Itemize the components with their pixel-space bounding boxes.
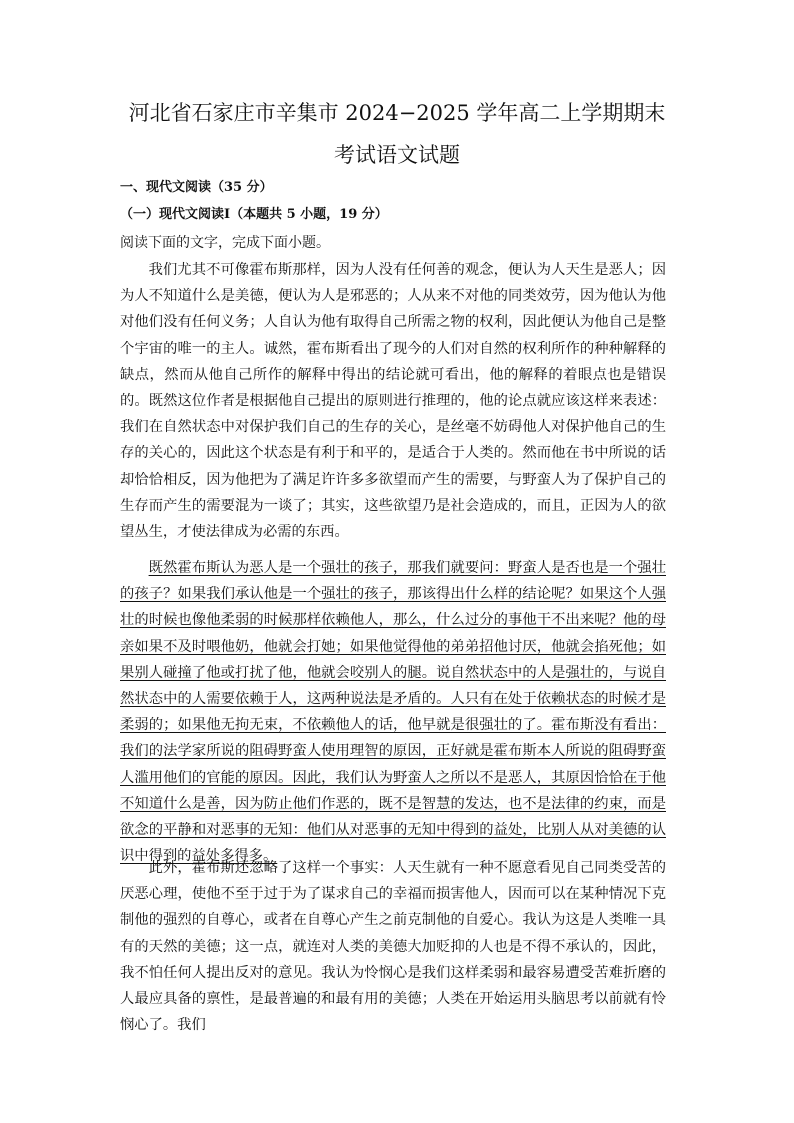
paragraph-1: 我们尤其不可像霍布斯那样，因为人没有任何善的观念，便认为人天生是恶人；因为人不知道什么是美德，便认为人是邪恶的；人从来不对他的同类效劳，因为他认为他对他们没有任何义务；人自认为他有取得自己所需之物的权利，因此便认为他自己是整个宇宙的唯一的主人。诚然，霍布斯看出了现今的人们对自然的权利所作的种种解释的缺点，然而从他自己所作的解释中得出的结论就可看出，他的解释的着眼点也是错误的。既然这位作者是根据他自己提出的原则进行推理的，他的论点就应该这样来表述：我们在自然状态中对保护我们自己的生存的关心，是丝毫不妨碍他人对保护他自己的生存的关心的，因此这个状态是有利于和平的，是适合于人类的。然而他在书中所说的话却恰恰相反，因为他把为了满足许许多多欲望而产生的需要，与野蛮人为了保护自己的生存而产生的需要混为一谈了；其实，这些欲望乃是社会造成的，而且，正因为人的欲望丛生，才使法律成为必需的东西。 xyxy=(120,262,666,541)
subsection-heading: （一）现代文阅读Ⅰ（本题共 5 小题，19 分） xyxy=(120,207,388,222)
reading-instruction: 阅读下面的文字，完成下面小题。 xyxy=(120,235,330,251)
section-heading: 一、现代文阅读（35 分） xyxy=(120,180,273,195)
document-title-line-1: 河北省石家庄市辛集市 2024−2025 学年高二上学期期末 xyxy=(128,101,666,125)
document-title-line-2: 考试语文试题 xyxy=(334,143,460,167)
paragraph-2-underlined: 既然霍布斯认为恶人是一个强壮的孩子，那我们就要问：野蛮人是否也是一个强壮的孩子？如果我们承认他是一个强壮的孩子，那该得出什么样的结论呢？如果这个人强壮的时候也像他柔弱的时候那样依赖他人，那么，什么过分的事他干不出来呢？他的母亲如果不及时喂他奶，他就会打她；如果他觉得他的弟弟招他讨厌，他就会掐死他；如果别人碰撞了他或打扰了他，他就会咬别人的腿。说自然状态中的人是强壮的，与说自然状态中的人需要依赖于人，这两种说法是矛盾的。人只有在处于依赖状态的时候才是柔弱的；如果他无拘无束，不依赖他人的话，他早就是很强壮的了。霍布斯没有看出：我们的法学家所说的阻碍野蛮人使用理智的原因，正好就是霍布斯本人所说的阻碍野蛮人滥用他们的官能的原因。因此，我们认为野蛮人之所以不是恶人，其原因恰恰在于他不知道什么是善，因为防止他们作恶的，既不是智慧的发达，也不是法律的约束，而是欲念的平静和对恶事的无知：他们从对恶事的无知中得到的益处，比别人从对美德的认识中得到的益处多得多。 xyxy=(120,560,666,865)
paragraph-3: 此外，霍布斯还忽略了这样一个事实：人天生就有一种不愿意看见自己同类受苦的厌恶心理，使他不至于过于为了谋求自己的幸福而损害他人，因而可以在某种情况下克制他的强烈的自尊心，或者在自尊心产生之前克制他的自爱心。我认为这是人类唯一具有的天然的美德；这一点，就连对人类的美德大加贬抑的人也是不得不承认的，因此，我不怕任何人提出反对的意见。我认为怜悯心是我们这样柔弱和最容易遭受苦难折磨的人最应具备的禀性，是最普遍的和最有用的美德；人类在开始运用头脑思考以前就有怜悯心了。我们 xyxy=(120,860,666,1034)
